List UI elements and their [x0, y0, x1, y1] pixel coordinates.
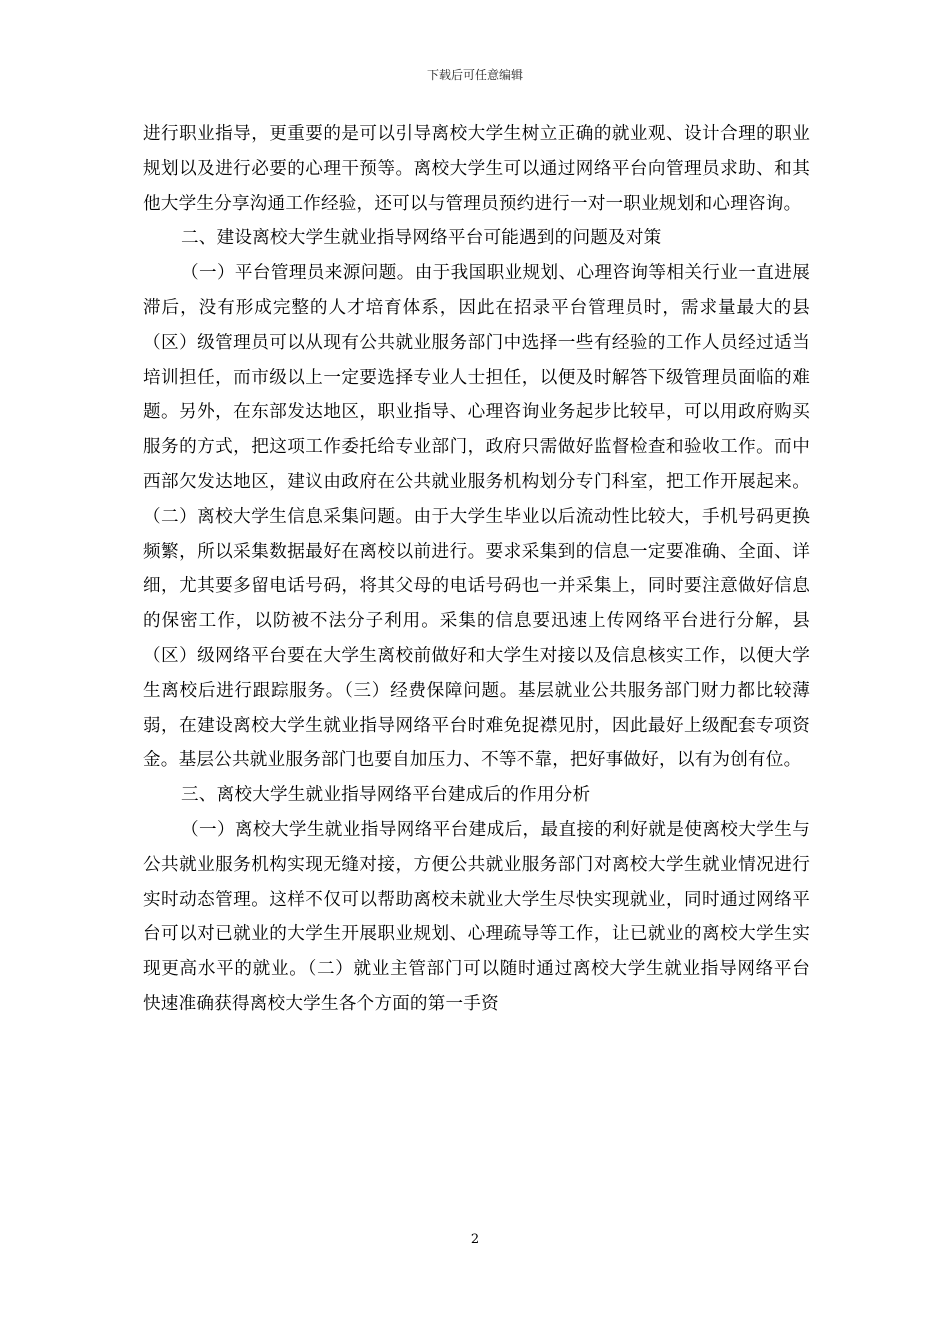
page-number: 2: [470, 1232, 480, 1247]
paragraph-continued: 进行职业指导，更重要的是可以引导离校大学生树立正确的就业观、设计合理的职业规划以及进行必要的心理干预等。离校大学生可以通过网络平台向管理员求助、和其他大学生分享沟通工作经验，还可以与管理员预约进行一对一职业规划和心理咨询。: [143, 124, 810, 214]
paragraph-problems: （一）平台管理员来源问题。由于我国职业规划、心理咨询等相关行业一直进展滞后，没有形成完整的人才培育体系，因此在招录平台管理员时，需求量最大的县（区）级管理员可以从现有公共就业服务部门中选择一些有经验的工作人员经过适当培训担任，而市级以上一定要选择专业人士担任，以便及时解答下级管理员面临的难题。另外，在东部发达地区，职业指导、心理咨询业务起步比较早，可以用政府购买服务的方式，把这项工作委托给专业部门，政府只需做好监督检查和验收工作。而中西部欠发达地区，建议由政府在公共就业服务机构划分专门科室，把工作开展起来。（二）离校大学生信息采集问题。由于大学生毕业以后流动性比较大，手机号码更换频繁，所以采集数据最好在离校以前进行。要求采集到的信息一定要准确、全面、详细，尤其要多留电话号码，将其父母的电话号码也一并采集上，同时要注意做好信息的保密工作，以防被不法分子利用。采集的信息要迅速上传网络平台进行分解，县（区）级网络平台要在大学生离校前做好和大学生对接以及信息核实工作，以便大学生离校后进行跟踪服务。（三）经费保障问题。基层就业公共服务部门财力都比较薄弱，在建设离校大学生就业指导网络平台时难免捉襟见肘，因此最好上级配套专项资金。基层公共就业服务部门也要自加压力、不等不靠，把好事做好，以有为创有位。: [143, 263, 810, 771]
section-heading-3: 三、离校大学生就业指导网络平台建成后的作用分析: [181, 785, 591, 806]
document-body: [143, 117, 810, 1022]
page-header: 下载后可任意编辑: [426, 68, 523, 82]
section-heading-2: 二、建设离校大学生就业指导网络平台可能遇到的问题及对策: [181, 228, 662, 249]
paragraph-effects: （一）离校大学生就业指导网络平台建成后，最直接的利好就是使离校大学生与公共就业服务机构实现无缝对接，方便公共就业服务部门对离校大学生就业情况进行实时动态管理。这样不仅可以帮助离校未就业大学生尽快实现就业，同时通过网络平台可以对已就业的大学生开展职业规划、心理疏导等工作，让已就业的离校大学生实现更高水平的就业。（二）就业主管部门可以随时通过离校大学生就业指导网络平台快速准确获得离校大学生各个方面的第一手资: [143, 819, 810, 1014]
